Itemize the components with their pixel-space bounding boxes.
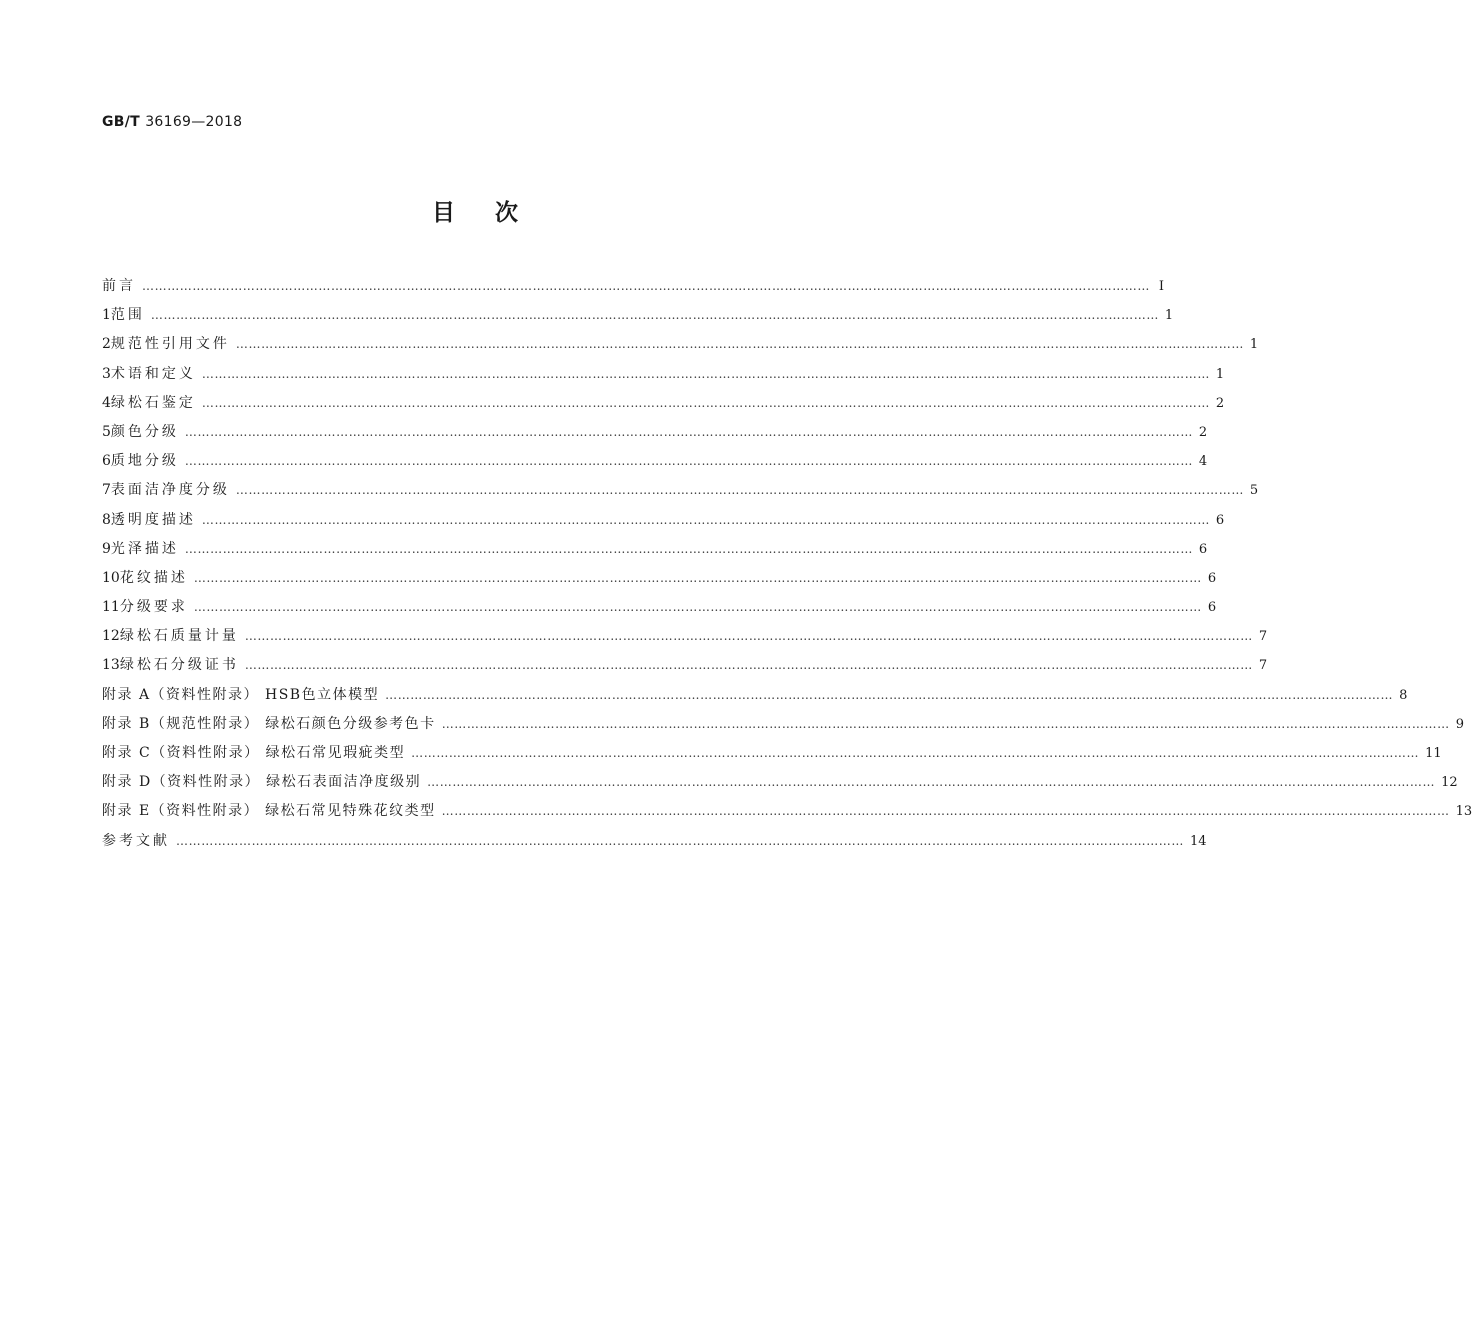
toc-entry-page: 7 <box>1258 629 1268 645</box>
toc-dot-leader: …………………………………………………………………………………………………………………………………………………………………………………………………………………… <box>184 541 1193 556</box>
toc-entry-page: 1 <box>1249 337 1259 353</box>
toc-entry[interactable] <box>102 622 1268 651</box>
toc-entry[interactable] <box>102 301 1174 330</box>
toc-entry[interactable] <box>102 739 1442 768</box>
toc-dot-leader: …………………………………………………………………………………………………………………………………………………………………………………………………………………… <box>176 833 1184 848</box>
toc-entry-page: 9 <box>1455 716 1464 732</box>
toc-entry-number: 6 <box>102 453 111 470</box>
toc-entry-label: 前言 <box>102 278 136 294</box>
toc-entry-label: 规范性引用文件 <box>110 336 230 353</box>
toc-entry-page: 6 <box>1198 541 1208 557</box>
standard-code: 36169—2018 <box>145 114 243 130</box>
toc-entry[interactable] <box>102 535 1208 564</box>
toc-entry-number: 11 <box>102 599 120 616</box>
toc-entry-page: 2 <box>1215 395 1225 411</box>
toc-entry-number: 13 <box>102 657 120 674</box>
toc-entry-number: 8 <box>102 511 111 528</box>
toc-entry[interactable] <box>102 476 1259 505</box>
toc-entry[interactable] <box>102 681 1408 710</box>
toc-entry[interactable] <box>102 447 1208 476</box>
toc-entry-number: 7 <box>102 482 111 499</box>
toc-entry-label: 花纹描述 <box>119 569 188 586</box>
toc-entry-label: 附录 A（资料性附录） HSB色立体模型 <box>102 686 380 703</box>
toc-entry-number: 5 <box>102 423 111 440</box>
toc-entry-number: 2 <box>102 336 111 353</box>
toc-entry[interactable] <box>102 418 1208 447</box>
toc-entry-label: 分级要求 <box>119 599 188 616</box>
toc-entry-label: 质地分级 <box>110 453 179 470</box>
toc-entry-page: 6 <box>1207 600 1217 616</box>
toc-dot-leader: …………………………………………………………………………………………………………………………………………………………………………………………………………………… <box>441 716 1450 731</box>
toc-entry[interactable] <box>102 710 1464 739</box>
toc-entry-page: 14 <box>1190 833 1207 849</box>
toc-entry[interactable] <box>102 593 1217 622</box>
toc-entry[interactable] <box>102 272 1164 301</box>
toc-entry-page: 1 <box>1215 366 1225 382</box>
toc-entry[interactable] <box>102 330 1259 359</box>
table-of-contents <box>102 272 1472 856</box>
toc-entry[interactable] <box>102 797 1472 826</box>
toc-entry-label: 范围 <box>110 307 145 324</box>
toc-dot-leader: …………………………………………………………………………………………………………………………………………………………………………………………………………………… <box>184 424 1193 439</box>
toc-dot-leader: …………………………………………………………………………………………………………………………………………………………………………………………………………………… <box>201 366 1210 381</box>
toc-entry-number: 9 <box>102 540 111 557</box>
toc-entry-page: 6 <box>1215 512 1225 528</box>
toc-entry-label: 表面洁净度分级 <box>110 482 230 499</box>
standard-prefix: GB/T <box>102 114 141 130</box>
toc-entry-page: 5 <box>1249 483 1259 499</box>
toc-entry-label: 附录 B（规范性附录） 绿松石颜色分级参考色卡 <box>102 715 436 732</box>
toc-entry-label: 颜色分级 <box>110 423 179 440</box>
toc-dot-leader: …………………………………………………………………………………………………………………………………………………………………………………………………………………… <box>244 629 1253 644</box>
toc-entry-page: 11 <box>1425 746 1442 761</box>
toc-dot-leader: …………………………………………………………………………………………………………………………………………………………………………………………………………………… <box>427 775 1436 790</box>
toc-entry[interactable] <box>102 564 1217 593</box>
toc-dot-leader: …………………………………………………………………………………………………………………………………………………………………………………………………………………… <box>193 600 1202 615</box>
toc-entry-page: 4 <box>1198 454 1208 470</box>
toc-entry-page: 1 <box>1164 308 1174 324</box>
toc-entry-label: 透明度描述 <box>110 511 196 528</box>
page-title: 目次 <box>432 200 558 226</box>
toc-entry-number: 10 <box>102 569 120 586</box>
toc-dot-leader: …………………………………………………………………………………………………………………………………………………………………………………………………………………… <box>385 687 1394 702</box>
toc-dot-leader: …………………………………………………………………………………………………………………………………………………………………………………………………………………… <box>184 454 1193 469</box>
standard-number <box>102 114 242 130</box>
toc-entry-label: 光泽描述 <box>110 540 179 557</box>
toc-entry-page: 12 <box>1441 775 1458 791</box>
toc-entry-label: 附录 E（资料性附录） 绿松石常见特殊花纹类型 <box>102 803 436 820</box>
toc-entry-page: 2 <box>1198 424 1208 440</box>
toc-entry[interactable] <box>102 360 1225 389</box>
toc-entry-number: 12 <box>102 628 120 645</box>
toc-entry-label: 参考文献 <box>102 832 170 849</box>
toc-entry-number: 1 <box>102 307 111 324</box>
toc-dot-leader: …………………………………………………………………………………………………………………………………………………………………………………………………………………… <box>235 337 1244 352</box>
toc-dot-leader: …………………………………………………………………………………………………………………………………………………………………………………………………………………… <box>193 570 1202 585</box>
toc-entry-page: 8 <box>1399 687 1408 703</box>
toc-entry-label: 附录 D（资料性附录） 绿松石表面洁净度级别 <box>102 774 422 791</box>
toc-entry-number: 4 <box>102 394 111 411</box>
toc-entry-label: 附录 C（资料性附录） 绿松石常见瑕疵类型 <box>102 745 406 761</box>
toc-entry-page: 7 <box>1258 658 1268 674</box>
toc-dot-leader: …………………………………………………………………………………………………………………………………………………………………………………………………………………… <box>235 483 1244 498</box>
toc-dot-leader: …………………………………………………………………………………………………………………………………………………………………………………………………………………… <box>244 658 1253 673</box>
toc-entry[interactable] <box>102 768 1458 797</box>
toc-dot-leader: …………………………………………………………………………………………………………………………………………………………………………………………………………………… <box>201 512 1210 527</box>
toc-entry-page: Ⅰ <box>1158 279 1164 294</box>
toc-entry-number: 3 <box>102 365 111 382</box>
toc-entry-label: 绿松石质量计量 <box>119 628 239 645</box>
toc-entry[interactable] <box>102 827 1207 856</box>
toc-entry-label: 绿松石鉴定 <box>110 394 196 411</box>
toc-dot-leader: …………………………………………………………………………………………………………………………………………………………………………………………………………………… <box>142 279 1150 293</box>
toc-dot-leader: …………………………………………………………………………………………………………………………………………………………………………………………………………………… <box>411 746 1420 760</box>
toc-entry-label: 术语和定义 <box>110 365 196 382</box>
toc-entry[interactable] <box>102 651 1268 680</box>
toc-dot-leader: …………………………………………………………………………………………………………………………………………………………………………………………………………………… <box>201 395 1210 410</box>
toc-entry-page: 6 <box>1207 570 1217 586</box>
toc-entry[interactable] <box>102 389 1225 418</box>
toc-dot-leader: …………………………………………………………………………………………………………………………………………………………………………………………………………………… <box>150 308 1159 323</box>
toc-entry-label: 绿松石分级证书 <box>119 657 239 674</box>
toc-dot-leader: …………………………………………………………………………………………………………………………………………………………………………………………………………………… <box>441 804 1450 819</box>
toc-entry[interactable] <box>102 506 1225 535</box>
toc-entry-page: 13 <box>1455 804 1472 820</box>
